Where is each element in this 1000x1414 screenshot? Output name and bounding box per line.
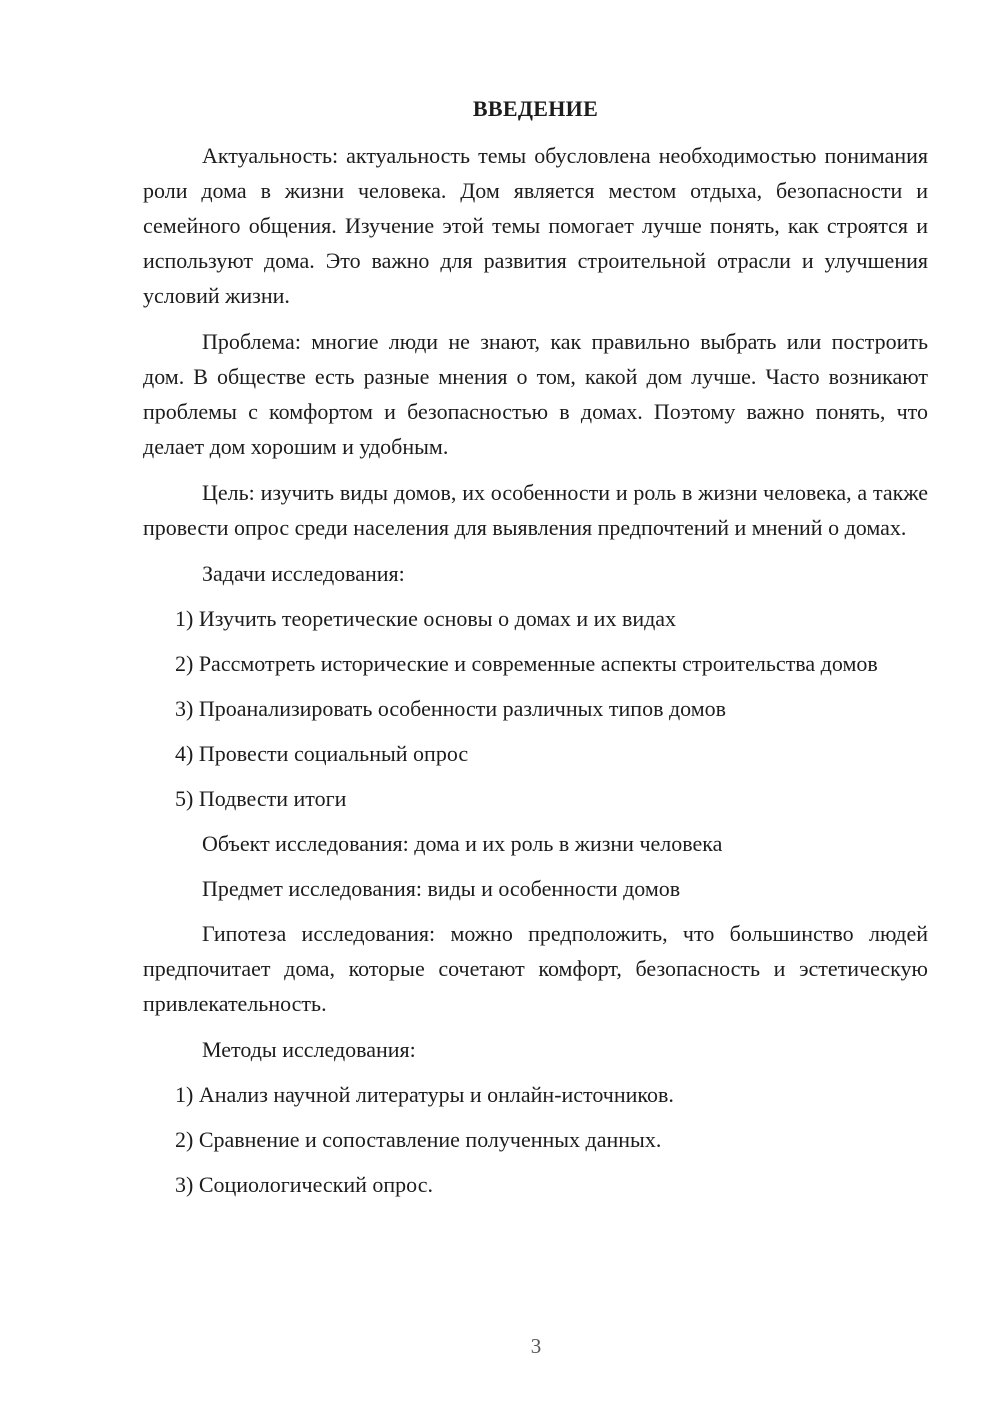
goal-paragraph: Цель: изучить виды домов, их особенности и роль в жизни человека, а также провести опрос среди населения для выявления предпочтений и мнений о домах.	[143, 480, 928, 540]
research-object: Объект исследования: дома и их роль в жизни человека	[202, 831, 723, 856]
document-page	[143, 92, 928, 1212]
relevance-paragraph: Актуальность: актуальность темы обусловлена необходимостью понимания роли дома в жизни человека. Дом является местом отдыха, безопасности и семейного общения. Изучение этой темы помогает лучше понять, как строятся и используют дома. Это важно для развития строительной отрасли и улучшения условий жизни.	[143, 143, 928, 308]
problem-paragraph: Проблема: многие люди не знают, как правильно выбрать или построить дом. В обществе есть разные мнения о том, какой дом лучше. Часто возникают проблемы с комфортом и безопасностью в домах. Поэтому важно понять, что делает дом хорошим и удобным.	[143, 329, 928, 459]
task-item: 5) Подвести итоги	[175, 786, 347, 811]
tasks-heading: Задачи исследования:	[202, 561, 405, 586]
hypothesis-paragraph: Гипотеза исследования: можно предположить, что большинство людей предпочитает дома, которые сочетают комфорт, безопасность и эстетическую привлекательность.	[143, 921, 928, 1016]
method-item: 3) Социологический опрос.	[175, 1172, 433, 1197]
task-item: 1) Изучить теоретические основы о домах и их видах	[175, 606, 677, 631]
method-item: 2) Сравнение и сопоставление полученных данных.	[175, 1127, 662, 1152]
task-item: 3) Проанализировать особенности различных типов домов	[175, 696, 727, 721]
method-item: 1) Анализ научной литературы и онлайн-источников.	[175, 1082, 674, 1107]
page-number: 3	[530, 1334, 542, 1358]
task-item: 2) Рассмотреть исторические и современные аспекты строительства домов	[175, 651, 878, 676]
task-item: 4) Провести социальный опрос	[175, 741, 469, 766]
research-subject: Предмет исследования: виды и особенности домов	[202, 876, 681, 901]
page-title: ВВЕДЕНИЕ	[472, 96, 599, 121]
methods-heading: Методы исследования:	[202, 1037, 416, 1062]
